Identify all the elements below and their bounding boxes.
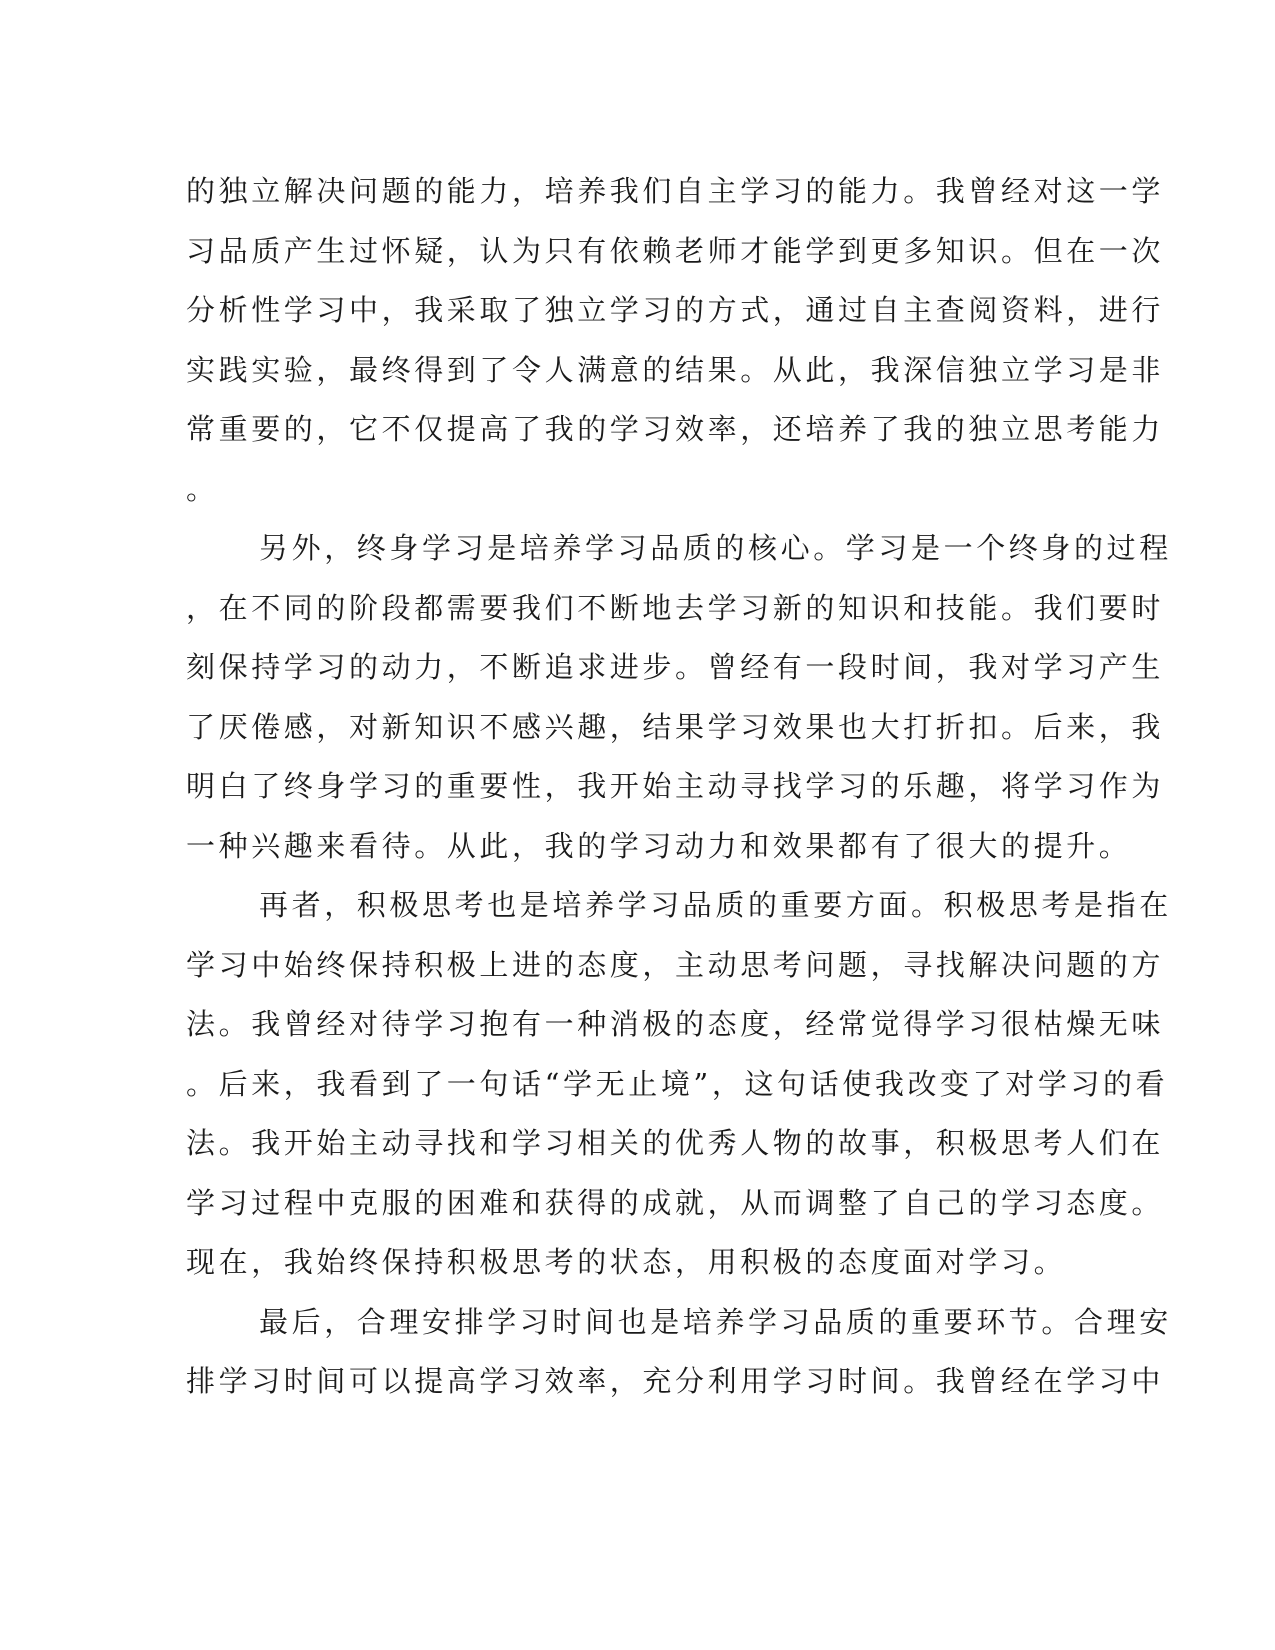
text-line: 明白了终身学习的重要性，我开始主动寻找学习的乐趣，将学习作为 [186,769,1165,803]
text-line: 实践实验，最终得到了令人满意的结果。从此，我深信独立学习是非 [186,352,1165,387]
paragraph-start-line: 再者，积极思考也是培养学习品质的重要方面。积极思考是指在 [259,888,1172,922]
document-body [186,162,1172,1412]
text-line: 法。我开始主动寻找和学习相关的优秀人物的故事，积极思考人们在 [186,1126,1165,1160]
paragraph-start-line: 另外，终身学习是培养学习品质的核心。学习是一个终身的过程 [259,531,1172,565]
text-line: 常重要的，它不仅提高了我的学习效率，还培养了我的独立思考能力 [186,412,1165,446]
paragraph-start-line: 最后，合理安排学习时间也是培养学习品质的重要环节。合理安 [259,1304,1172,1339]
text-line: 了厌倦感，对新知识不感兴趣，结果学习效果也大打折扣。后来，我 [186,709,1165,744]
text-line: 刻保持学习的动力，不断追求进步。曾经有一段时间，我对学习产生 [186,650,1165,684]
text-line: 法。我曾经对待学习抱有一种消极的态度，经常觉得学习很枯燥无味 [186,1007,1165,1041]
text-line: 。 [186,471,219,506]
text-line: 的独立解决问题的能力，培养我们自主学习的能力。我曾经对这一学 [186,174,1165,208]
text-line: 分析性学习中，我采取了独立学习的方式，通过自主查阅资料，进行 [186,293,1165,327]
text-line: ，在不同的阶段都需要我们不断地去学习新的知识和技能。我们要时 [186,590,1165,625]
text-line: 学习中始终保持积极上进的态度，主动思考问题，寻找解决问题的方 [186,947,1165,982]
text-line: 一种兴趣来看待。从此，我的学习动力和效果都有了很大的提升。 [186,828,1132,863]
text-line: 。后来，我看到了一句话“学无止境”，这句话使我改变了对学习的看 [186,1066,1169,1101]
text-line: 学习过程中克服的困难和获得的成就，从而调整了自己的学习态度。 [186,1185,1165,1220]
text-line: 现在，我始终保持积极思考的状态，用积极的态度面对学习。 [186,1245,1067,1279]
text-line: 习品质产生过怀疑，认为只有依赖老师才能学到更多知识。但在一次 [186,233,1165,268]
text-line: 排学习时间可以提高学习效率，充分利用学习时间。我曾经在学习中 [186,1364,1165,1398]
